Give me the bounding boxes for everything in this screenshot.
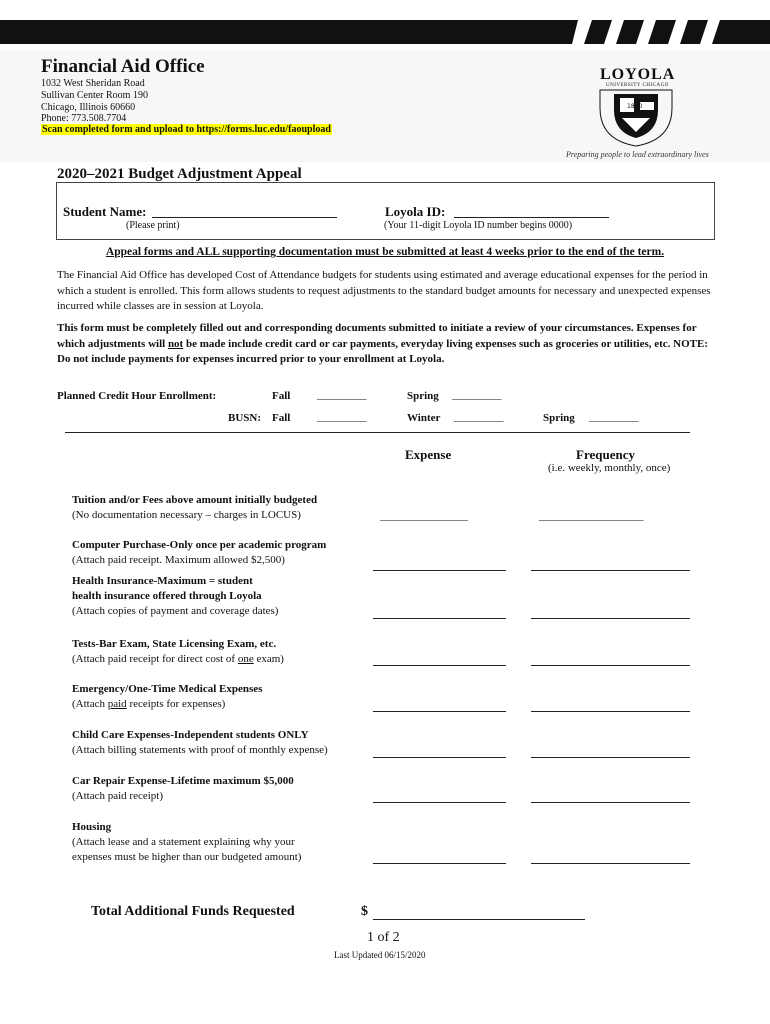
row-health-insurance [72, 574, 278, 619]
row-medical: Emergency/One-Time Medical Expenses (Attach paid receipts for expenses) [72, 683, 263, 710]
fall-label: Fall [272, 390, 291, 402]
student-name-hint: (Please print) [126, 220, 180, 231]
loyola-id-field[interactable] [454, 217, 609, 218]
fall-hours-field[interactable]: _________ [317, 389, 367, 401]
housing-expense-field[interactable] [373, 863, 506, 864]
busn-label: BUSN: [228, 412, 262, 424]
phone-line: Phone: 773.508.7704 [41, 113, 127, 124]
health-expense-field[interactable] [373, 618, 506, 619]
total-amount-field[interactable] [373, 919, 585, 920]
busn-fall-label: Fall [272, 412, 291, 424]
row-housing [72, 820, 301, 865]
row-title: Tests-Bar Exam, State Licensing Exam, etc. [72, 638, 277, 650]
row-child-care [72, 728, 328, 758]
logo-wordmark: LOYOLA [600, 66, 676, 83]
row-title: Child Care Expenses-Independent students ONLY [72, 729, 309, 741]
header-stripe-bar [0, 20, 770, 44]
row-car-repair [72, 774, 294, 804]
busn-fall-field[interactable]: _________ [317, 411, 367, 423]
spring-hours-field[interactable]: _________ [452, 389, 502, 401]
car-frequency-field[interactable] [531, 802, 690, 803]
last-updated: Last Updated 06/15/2020 [334, 950, 426, 960]
row-title: Housing [72, 821, 112, 833]
upload-note: Scan completed form and upload to https://forms.luc.edu/faoupload [42, 124, 331, 135]
loyola-id-hint: (Your 11-digit Loyola ID number begins 0000) [384, 220, 573, 231]
row-title: Computer Purchase-Only once per academic program [72, 539, 327, 551]
tagline: Preparing people to lead extraordinary lives [566, 150, 709, 159]
childcare-expense-field[interactable] [373, 757, 506, 758]
requirements-paragraph: This form must be completely filled out and corresponding documents submitted to initiate a review of your circumstances. Expenses for which adjustments will not be made include credit card or car payments, everyday living expenses such as groceries or utilities, etc. NOTE: Do not include payments for expenses incurred prior to your enrollment at Loyola. [57, 322, 709, 365]
tests-frequency-field[interactable] [531, 665, 690, 666]
row-note: (Attach lease and a statement explaining why your [72, 836, 295, 848]
row-note: (Attach paid receipt. Maximum allowed $2,500) [72, 554, 285, 566]
medical-expense-field[interactable] [373, 711, 506, 712]
medical-frequency-field[interactable] [531, 711, 690, 712]
section-divider [65, 432, 690, 433]
frequency-column-header: Frequency [576, 447, 635, 462]
row-title: Emergency/One-Time Medical Expenses [72, 683, 263, 695]
winter-hours-field[interactable]: _________ [454, 411, 504, 423]
form-title: 2020–2021 Budget Adjustment Appeal [57, 166, 302, 182]
row-note: (No documentation necessary – charges in LOCUS) [72, 509, 301, 521]
tuition-frequency-field[interactable]: ___________________ [539, 510, 644, 522]
loyola-id-label: Loyola ID: [385, 204, 446, 219]
logo-subtitle: UNIVERSITY CHICAGO [606, 83, 669, 88]
university-seal-icon [598, 88, 674, 148]
housing-frequency-field[interactable] [531, 863, 690, 864]
childcare-frequency-field[interactable] [531, 757, 690, 758]
page-number: 1 of 2 [367, 930, 400, 945]
seal-year: 1870 [627, 103, 643, 110]
currency-symbol: $ [361, 904, 368, 919]
spring-label: Spring [407, 390, 439, 402]
row-tests: Tests-Bar Exam, State Licensing Exam, etc. (Attach paid receipt for direct cost of one exam) [72, 638, 284, 665]
student-name-label: Student Name: [63, 204, 147, 219]
car-expense-field[interactable] [373, 802, 506, 803]
row-note: (Attach billing statements with proof of monthly expense) [72, 744, 328, 756]
row-title: Health Insurance-Maximum = student [72, 575, 253, 587]
row-note: (Attach paid receipt) [72, 790, 164, 802]
row-tuition [72, 493, 317, 523]
expense-column-header: Expense [405, 447, 452, 462]
deadline-notice: Appeal forms and ALL supporting documentation must be submitted at least 4 weeks prior to the end of the term. [105, 246, 665, 258]
row-note: (Attach copies of payment and coverage dates) [72, 605, 279, 617]
busn-spring-field[interactable]: _________ [589, 411, 639, 423]
row-title: Car Repair Expense-Lifetime maximum $5,000 [72, 775, 294, 787]
address-line-2: Sullivan Center Room 190 [41, 90, 148, 101]
busn-spring-label: Spring [543, 412, 575, 424]
credit-hour-label: Planned Credit Hour Enrollment: [57, 390, 217, 402]
computer-frequency-field[interactable] [531, 570, 690, 571]
total-label: Total Additional Funds Requested [91, 904, 295, 919]
tuition-expense-field[interactable]: ________________ [380, 510, 468, 522]
frequency-hint: (i.e. weekly, monthly, once) [548, 462, 671, 474]
office-title: Financial Aid Office [41, 56, 205, 77]
tests-expense-field[interactable] [373, 665, 506, 666]
health-frequency-field[interactable] [531, 618, 690, 619]
intro-paragraph: The Financial Aid Office has developed Cost of Attendance budgets for students using estimated and average educational expenses for the period in which a student is enrolled. This form allows students to request adjustments to the standard budget amounts for necessary and unexpected expenses incurred while classes are in session at Loyola. [57, 269, 711, 312]
winter-label: Winter [407, 412, 441, 424]
address-line-1: 1032 West Sheridan Road [41, 78, 145, 89]
student-name-field[interactable] [152, 217, 337, 218]
row-title: Tuition and/or Fees above amount initially budgeted [72, 494, 318, 506]
row-note-2: expenses must be higher than our budgeted amount) [72, 851, 302, 863]
row-computer [72, 538, 326, 568]
address-line-3: Chicago, Illinois 60660 [41, 102, 136, 113]
row-title-2: health insurance offered through Loyola [72, 590, 262, 602]
computer-expense-field[interactable] [373, 570, 506, 571]
